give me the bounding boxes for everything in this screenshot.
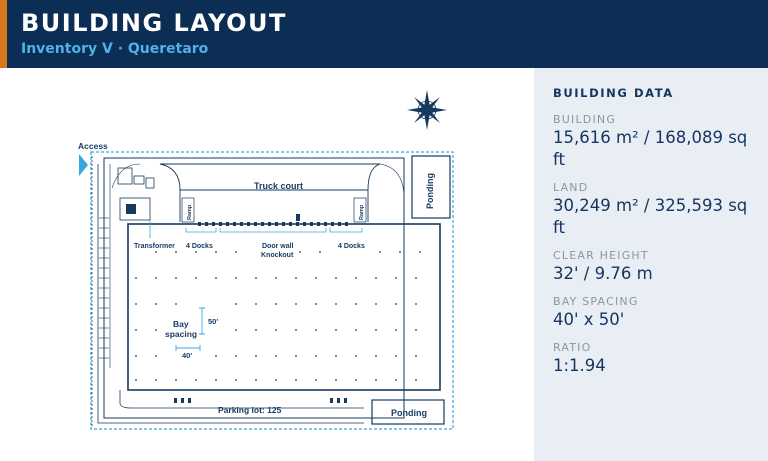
page-subtitle: Inventory V · Queretaro xyxy=(21,41,209,57)
column-grid xyxy=(135,251,421,381)
stat-clear-height xyxy=(553,248,768,285)
header-bar xyxy=(0,0,768,68)
stat-ratio xyxy=(553,340,768,377)
svg-text:spacing: spacing xyxy=(165,329,198,339)
stat-label: CLEAR HEIGHT xyxy=(553,249,649,262)
truck-court-label: Truck court xyxy=(254,181,304,191)
access-arrow-icon xyxy=(79,154,88,176)
svg-text:Ramp: Ramp xyxy=(359,204,365,220)
bay-spacing-label: Bay xyxy=(173,319,189,329)
stat-label: RATIO xyxy=(553,341,592,354)
stat-value: 15,616 m² / 168,089 sq ft xyxy=(553,128,748,169)
stat-value: 40' x 50' xyxy=(553,310,625,329)
svg-text:Ramp: Ramp xyxy=(187,204,193,220)
svg-text:Ponding: Ponding xyxy=(425,173,435,209)
svg-text:40': 40' xyxy=(182,351,193,360)
stat-label: BUILDING xyxy=(553,113,617,126)
site-road xyxy=(104,158,404,418)
stat-value: 32' / 9.76 m xyxy=(553,264,653,283)
panel-heading: BUILDING DATA xyxy=(553,86,674,100)
stat-label: BAY SPACING xyxy=(553,295,639,308)
svg-text:Ponding: Ponding xyxy=(391,408,427,418)
stat-value: 1:1.94 xyxy=(553,356,606,375)
building-data-panel xyxy=(534,68,768,461)
stat-value: 30,249 m² / 325,593 sq ft xyxy=(553,196,748,237)
svg-text:50': 50' xyxy=(208,317,219,326)
site-plan-drawing xyxy=(0,68,534,461)
parking-stalls-bottom xyxy=(174,398,347,403)
transformer-label: Transformer xyxy=(134,243,175,250)
parking-lot-label: Parking lot: 125 xyxy=(218,405,282,415)
stat-land xyxy=(553,180,768,239)
site-plan xyxy=(0,68,534,461)
site-boundary xyxy=(91,152,453,429)
stat-bay-spacing xyxy=(553,294,768,331)
knockout-label: Knockout xyxy=(261,252,294,259)
access-label: Access xyxy=(78,141,108,151)
stat-building xyxy=(553,112,768,171)
door-wall-label: Door wall xyxy=(262,243,294,250)
page-title: BUILDING LAYOUT xyxy=(21,9,287,37)
stat-label: LAND xyxy=(553,181,589,194)
docks-left-label: 4 Docks xyxy=(186,243,213,250)
compass-rose-icon xyxy=(407,90,447,130)
docks-right-label: 4 Docks xyxy=(338,243,365,250)
